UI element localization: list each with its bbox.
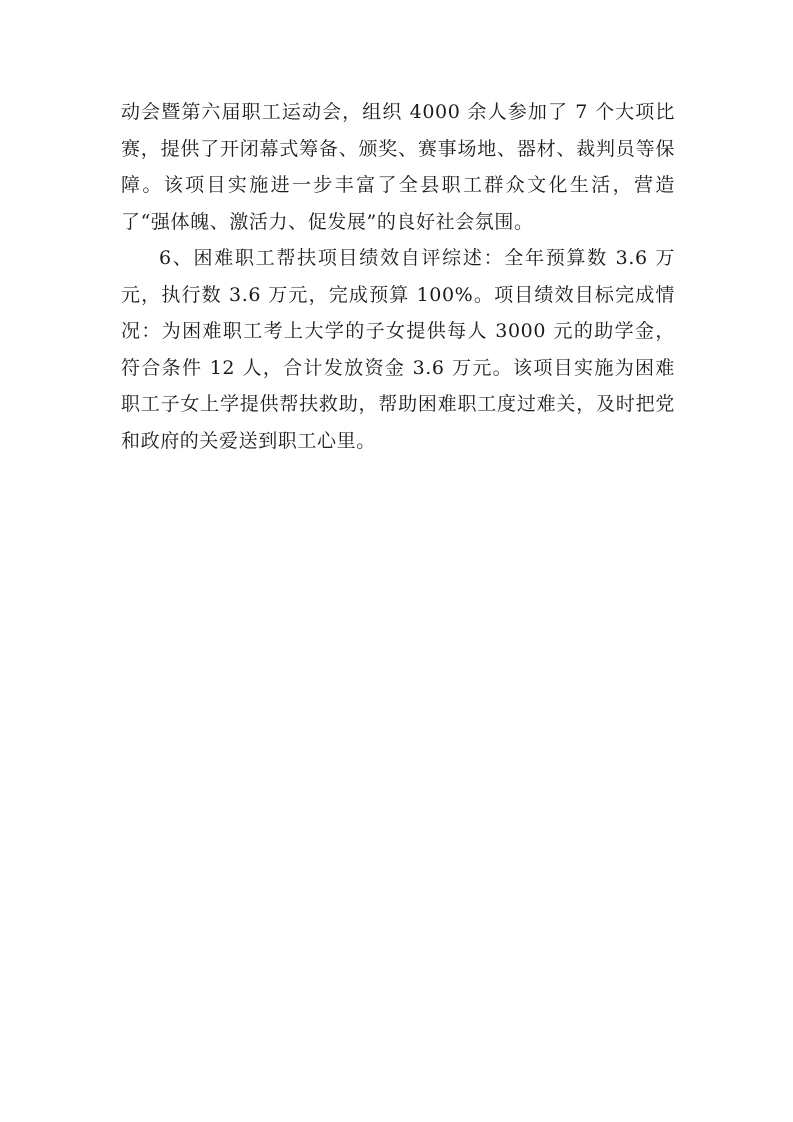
paragraph-sports-meeting: 动会暨第六届职工运动会，组织 4000 余人参加了 7 个大项比赛，提供了开闭幕式筹备、颁奖、赛事场地、器材、裁判员等保障。该项目实施进一步丰富了全县职工群众文化生活，营造了“强体魄、激活力、促发展”的良好社会氛围。: [121, 101, 675, 233]
document-body: [121, 94, 675, 459]
paragraph-hardship-assistance: 6、困难职工帮扶项目绩效自评综述：全年预算数 3.6 万元，执行数 3.6 万元，完成预算 100%。项目绩效目标完成情况：为困难职工考上大学的子女提供每人 3000 元的助学金，符合条件 12 人，合计发放资金 3.6 万元。该项目实施为困难职工子女上学提供帮扶救助，帮助困难职工度过难关，及时把党和政府的关爱送到职工心里。: [121, 247, 675, 452]
